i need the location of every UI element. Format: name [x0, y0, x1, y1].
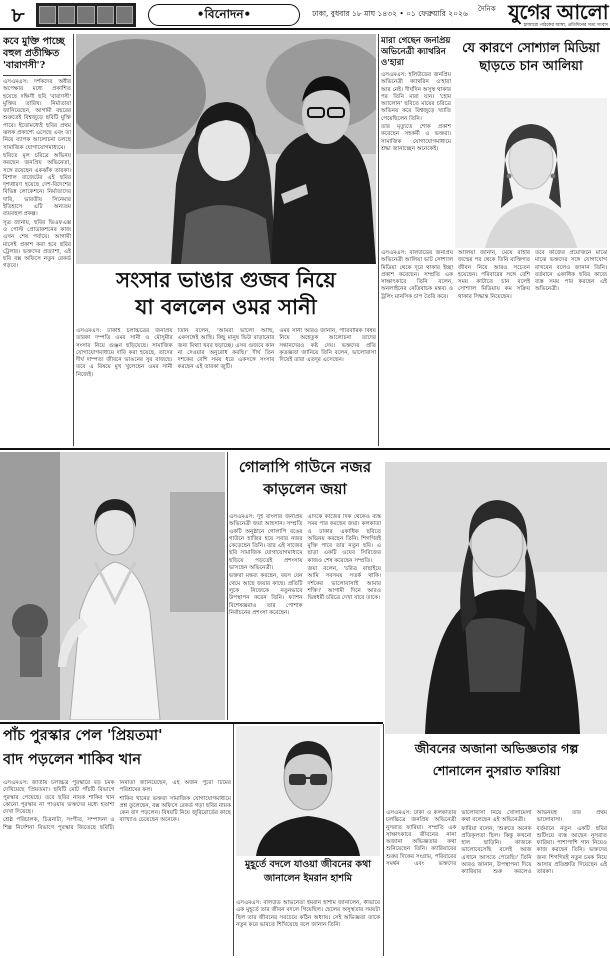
- varanasi-paragraph: এসএমএস: দর্শকদের অধীর অপেক্ষার মধ্যে প্রকাশিত হয়েছে দক্ষিণী ছবি 'বারাণসী' মুক্তির তারিখ। নির্মাতারা জানিয়েছেন, আগামী বছরের শুরুতেই বিশ্বজুড়ে ছবিটি মুক্তি পাবে। ইতোমধ্যেই ছবির প্রথম ঝলক প্রকাশ্যে এসেছে এবং তা নিয়ে ব্যাপক আলোচনা চলছে সামাজিক যোগাযোগমাধ্যমে।: [3, 79, 71, 151]
- joya-headline: [229, 452, 381, 512]
- joya-paragraph: জয়া বলেন, 'চরিত্র বাছাইয়ে আমি সবসময় সতর্ক থাকি। দর্শকের ভালোবাসাই আমার শক্তি।' আগামী দিনে আরও ভিন্নধর্মী চরিত্রে দেখা যাবে তাকে।: [307, 566, 381, 602]
- joya-headline-line1: গোলাপি গাউনে নজর: [238, 458, 372, 476]
- nusrat-headline-line1: জীবনের অজানা অভিজ্ঞতার গল্প: [414, 741, 579, 756]
- nusrat-headline-line2: শোনালেন নুসরাত ফারিয়া: [432, 763, 561, 778]
- page-header: [0, 0, 610, 30]
- emraan-hashmi-photo: [236, 726, 380, 856]
- nusrat-paragraph: ফারিয়া বলেন, 'শুরুতে অনেক প্রতিকূলতা ছিল। কিন্তু কখনো হাল ছাড়িনি। কাজকে ভালোবেসেছি বলেই আজ এখানে আসতে পেরেছি।' তিনি আরও জানান, উপস্থাপনা দিয়ে ক্যারিয়ার শুরু করলেও অভিনয়ই তার প্রথম ভালোবাসা।: [461, 810, 607, 876]
- shakib-paragraph: শাকিব খানের ভক্তরা সামাজিক যোগাযোগমাধ্যমে প্রশ্ন তুলেছেন, বক্স অফিসে রেকর্ড গড়া ছবির নায়ক কেন বাদ পড়লেন। বিষয়টি নিয়ে জুরিবোর্ডের কাছে ব্যাখ্যাও চেয়েছেন অনেকে।: [119, 795, 231, 824]
- emraan-paragraph: এসএমএস: বলিউড অভিনেতা ইমরান হাশমি জানালেন, কীভাবে এক মুহূর্তে তার জীবন বদলে গিয়েছিল। ছেলের অসুস্থতার সময়টা ছিল তার জীবনের সবচেয়ে কঠিন অধ্যায়। সেই অভিজ্ঞতা তাকে নতুন করে ভাবতে শিখিয়েছে বলে জানান তিনি।: [236, 900, 380, 928]
- omar-sani-couple-photo: [76, 34, 376, 264]
- omar-headline-line2: যা বললেন ওমর সানী: [135, 294, 317, 319]
- nusrat-headline: [386, 738, 607, 806]
- alia-body: [381, 250, 607, 446]
- date-line: ঢাকা, বুধবার ১৮ মাঘ ১৪৩২ • ০১ ফেব্রুয়ারি ২০২৬: [312, 9, 468, 18]
- varanasi-body: [3, 79, 71, 271]
- varanasi-paragraph: ছবিতে মূল চরিত্রে অভিনয় করছেন জনপ্রিয় অভিনেতা, সঙ্গে রয়েছেন একঝাঁক তারকা। বিশাল বাজেটের এই ছবির দৃশ্যধারণ হয়েছে দেশ-বিদেশের বিভিন্ন লোকেশনে। নির্মাতাদের দাবি, ভারতীয় সিনেমার ইতিহাসে এটি অন্যতম ব্যয়বহুল প্রকল্প।: [3, 152, 71, 218]
- alia-bhatt-photo: [455, 98, 607, 248]
- article-varanasi: [3, 36, 71, 446]
- catherine-kicker: মারা গেছেন জনপ্রিয় অভিনেত্রী ক্যাথরিন ও'হারা: [381, 36, 451, 68]
- shakib-paragraph: এসএমএস: জাতীয় চলচ্চিত্র পুরস্কারে বড় চমক দেখিয়েছে 'প্রিয়তমা'। ছবিটি মোট পাঁচটি বিভাগে পুরস্কার পেয়েছে। তবে ছবির নায়ক শাকিব খান কোনো পুরস্কার না পাওয়ায় ভক্তদের মধ্যে হতাশা দেখা দিয়েছে।: [3, 780, 115, 816]
- shakib-body: [3, 780, 231, 955]
- masthead: [478, 1, 608, 29]
- alia-headline-line1: যে কারণে সোশ্যাল মিডিয়া: [462, 41, 600, 56]
- emraan-headline-line2: জানালেন ইমরান হাশমি: [263, 873, 353, 884]
- joya-body: [229, 514, 381, 720]
- emraan-body: [236, 900, 380, 956]
- masthead-tagline: হাজারো পাঠকের আস্থা, প্রতিদিনের সত্য সংবাদ: [523, 23, 608, 28]
- omar-paragraph: এসএমএস: ঢাকাই চলচ্চিত্রের জনপ্রিয় তারকা দম্পতি ওমর সানী ও মৌসুমীর সংসার নিয়ে গুঞ্জন ছড়িয়েছে। সামাজিক যোগাযোগমাধ্যমে দাবি করা হয়েছে, তাদের দীর্ঘ দাম্পত্য জীবনে ভাঙনের সুর বাজছে। তবে এ বিষয়ে মুখ খুলেছেন ওমর সানী নিজেই।: [76, 328, 173, 378]
- alia-headline: [455, 34, 607, 96]
- page-number: ৮: [11, 3, 25, 27]
- alia-headline-line2: ছাড়তে চান আলিয়া: [479, 59, 583, 74]
- omar-paragraph: তিনি বলেন, 'আমরা ভালো আছি, একসঙ্গেই আছি। কিছু মানুষ ভিউ বাড়ানোর জন্য মিথ্যা খবর ছড়াচ্ছে। এসব গুজবে কান না দেওয়ার অনুরোধ করছি।' দীর্ঘ তিন দশকের বেশি সময় ধরে একসঙ্গে সংসার করছেন এই তারকা জুটি।: [177, 328, 275, 371]
- varanasi-paragraph: সূত্র জানায়, ছবির ভিএফএক্স ও পোস্ট প্রোডাকশনের কাজ এখন শেষ পর্যায়ে। আগামী মাসেই প্রকাশ করা হবে ছবির ট্রেলার। ভক্তদের প্রত্যাশা, এই ছবি বক্স অফিসে নতুন রেকর্ড গড়বে।: [3, 219, 71, 270]
- masthead-name: যুগের আলো: [508, 0, 608, 24]
- omar-paragraph: ওমর সানী আরও জানান, পারিবারিক বিষয় নিয়ে অহেতুক আলোচনা তাদের সন্তানদেরও কষ্ট দেয়। ভক্তদের প্রতি কৃতজ্ঞতা জানিয়ে তিনি বলেন, ভালোবাসা দিয়েই তারা এতদূর এসেছেন।: [279, 328, 376, 364]
- alia-paragraph: তবে কাজের প্রয়োজনে মাঝে মাঝে ভক্তদের সঙ্গে যোগাযোগ রাখবেন বলেও জানান তিনি। বর্তমানে একাধিক ছবির কাজে ব্যস্ত সময় পার করছেন এই অভিনেত্রী।: [535, 250, 607, 293]
- emraan-headline: [236, 858, 380, 900]
- shakib-paragraph: শ্রেষ্ঠ পরিচালক, চিত্রনাট্য, সংগীত, সম্পাদনা ও শিল্প নির্দেশনা বিভাগে পুরস্কার জিতেছে ছবিটি। নির্মাতা জানিয়েছেন, এই অর্জন পুরো টিমের পরিশ্রমের ফল।: [3, 780, 231, 831]
- section-label: •বিনোদন•: [148, 4, 300, 26]
- nusrat-paragraph: বর্তমানে নতুন একটি ছবির শুটিংয়ে ব্যস্ত আছেন নুসরাত ফারিয়া। পাশাপাশি গান নিয়েও কাজ করছেন তিনি। ভক্তদের জন্য শিগগিরই নতুন চমক নিয়ে আসার প্রতিশ্রুতি দিয়েছেন এই তারকা।: [536, 825, 607, 876]
- omar-headline: [76, 266, 376, 324]
- shakib-headline: [3, 724, 231, 778]
- film-strip-graphic: [36, 3, 136, 27]
- shakib-headline-line2: বাদ পড়লেন শাকিব খান: [3, 751, 142, 768]
- omar-headline-line1: সংসার ভাঙার গুজব নিয়ে: [116, 267, 336, 292]
- nusrat-paragraph: এসএমএস: ঢাকা ও কলকাতার চলচ্চিত্রে জনপ্রিয় অভিনেত্রী নুসরাত ফারিয়া। সম্প্রতি এক সাক্ষাৎকারে জীবনের নানা অজানা অভিজ্ঞতার কথা শুনিয়েছেন তিনি। ক্যারিয়ারের শুরুর দিকের সংগ্রাম, পরিবারের সমর্থন এবং ভক্তদের ভালোবাসা নিয়ে খোলামেলা কথা বলেছেন এই অভিনেত্রী।: [386, 810, 532, 868]
- joya-paragraph: এদিকে কাজের দিক থেকেও ব্যস্ত সময় পার করছেন জয়া। কলকাতা ও ঢাকার একাধিক ছবিতে অভিনয় করছেন তিনি। শিগগিরই মুক্তি পাবে তার নতুন ছবি। এ ছাড়া একটি ওয়েব সিরিজের কাজও শেষ করেছেন সম্প্রতি।: [307, 514, 381, 564]
- catherine-paragraph: এসএমএস: হলিউডের জনপ্রিয় অভিনেত্রী ক্যাথরিন ও'হারা আর নেই। দীর্ঘদিন অসুস্থ থাকার পর তিনি মারা যান। 'হোম অ্যালোন' ছবিতে মায়ের চরিত্রে অভিনয় করে বিশ্বজুড়ে খ্যাতি পেয়েছিলেন তিনি।: [381, 72, 451, 122]
- alia-paragraph: আলিয়া জানান, মেয়ে রাহার জন্মের পর থেকে তিনি ব্যক্তিগত জীবন নিয়ে আরও সচেতন হয়েছেন। পরিবারের সঙ্গে বেশি সময় কাটাতে চান বলেই সোশ্যাল মিডিয়ায় কম সক্রিয় থাকার সিদ্ধান্ত নিয়েছেন।: [458, 250, 530, 300]
- masthead-daily: দৈনিক: [478, 5, 496, 13]
- alia-paragraph: এসএমএস: বলিউডের জনপ্রিয় অভিনেত্রী আলিয়া ভাট সোশ্যাল মিডিয়া থেকে দূরে থাকার ইচ্ছা প্রকাশ করেছেন। সম্প্রতি এক সাক্ষাৎকারে তিনি বলেন, অনলাইনের নেতিবাচক মন্তব্য ও ট্রলিং মানসিক চাপ তৈরি করে।: [381, 250, 453, 300]
- article-catherine: [381, 36, 451, 246]
- catherine-paragraph: তার মৃত্যুতে শোক প্রকাশ করেছেন সহকর্মী ও ভক্তরা। সামাজিক যোগাযোগমাধ্যমে শ্রদ্ধা জানাচ্ছেন অনেকেই।: [381, 124, 451, 152]
- shakib-headline-line1: পাঁচ পুরস্কার পেল 'প্রিয়তমা': [3, 727, 163, 744]
- varanasi-headline: কবে মুক্তি পাচ্ছে বহুল প্রতীক্ষিত 'বারাণসী'?: [3, 36, 65, 71]
- joya-paragraph: এসএমএস: দুই বাংলার জনপ্রিয় অভিনেত্রী জয়া আহসান। সম্প্রতি একটি অনুষ্ঠানে গোলাপি রঙের গাউনে হাজির হয়ে সবার নজর কেড়েছেন তিনি। তার এই সাজের ছবি সামাজিক যোগাযোগমাধ্যমে ছড়িয়ে পড়তেই প্রশংসায় ভাসছেন অভিনেত্রী।: [229, 514, 303, 572]
- joya-headline-line2: কাড়লেন জয়া: [263, 480, 347, 498]
- nusrat-faria-photo: [385, 462, 607, 734]
- joya-paragraph: ভক্তরা মন্তব্য করছেন, বয়স যেন থেমে আছে জয়ার কাছে। প্রতিটি লুকে নিজেকে নতুনভাবে উপস্থাপন করেন তিনি। ফ্যাশন বিশেষজ্ঞরাও তার পোশাক নির্বাচনের প্রশংসা করেছেন।: [229, 573, 303, 616]
- emraan-headline-line1: মুহূর্তে বদলে যাওয়া জীবনের কথা: [245, 859, 371, 870]
- nusrat-body: [386, 810, 607, 956]
- joya-ahsan-photo: [0, 452, 225, 720]
- omar-body: [76, 328, 376, 446]
